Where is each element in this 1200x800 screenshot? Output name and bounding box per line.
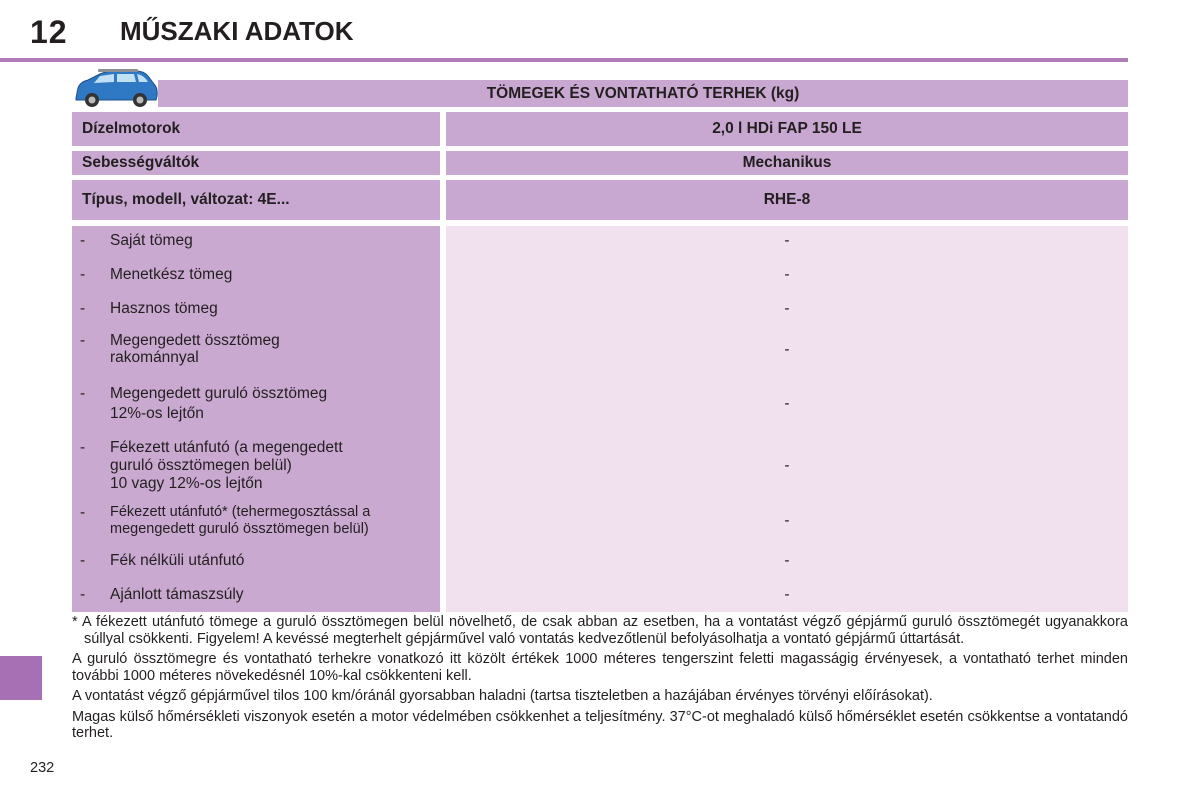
- list-dash: -: [80, 552, 86, 569]
- page-title: MŰSZAKI ADATOK: [120, 16, 354, 46]
- chapter-tab: [0, 656, 42, 700]
- engine-label: Dízelmotorok: [72, 112, 440, 146]
- car-icon: [70, 68, 160, 110]
- row-label: Hasznos tömeg: [110, 300, 218, 317]
- list-dash: -: [80, 504, 86, 521]
- row-label: Fékezett utánfutó (a megengedett guruló össztömegen belül) 10 vagy 12%-os lejtőn: [110, 439, 343, 492]
- row-value: -: [784, 232, 790, 249]
- row-value: -: [784, 552, 790, 569]
- list-dash: -: [80, 232, 86, 249]
- row-label: Megengedett össztömeg rakománnyal: [110, 332, 280, 366]
- row-value: -: [784, 512, 790, 529]
- list-dash: -: [80, 332, 86, 349]
- page-number: 232: [30, 760, 55, 776]
- list-dash: -: [80, 439, 86, 456]
- gearbox-label: Sebességváltók: [72, 151, 440, 175]
- note-paragraph: A guruló össztömegre és vontatható terhekre vonatkozó itt közölt értékek 1000 méteres tengerszint feletti magasságig érvényesek, a vontatható terhet minden további 1000 méteres növekedésnél 10%-kal csökkenteni kell.: [72, 651, 1128, 684]
- values-column: [446, 226, 1128, 612]
- footnote: * A fékezett utánfutó tömege a guruló össztömegen belül növelhető, de csak abban az esetben, ha a vontatást végző gépjármű guruló össztömegét ugyanakkora súllyal csökkenti. Figyelem! A kevéssé megterhelt gépjárművel való vontatás kedvezőtlenül befolyásolhatja a vontató gépjármű úttartását.: [72, 614, 1128, 647]
- row-label: Saját tömeg: [110, 232, 193, 249]
- row-label: Ajánlott támaszsúly: [110, 586, 244, 603]
- row-label: Fékezett utánfutó* (tehermegosztással a megengedett guruló össztömegen belül): [110, 504, 371, 537]
- engine-value: 2,0 l HDi FAP 150 LE: [446, 112, 1128, 146]
- row-value: -: [784, 266, 790, 283]
- row-label: Fék nélküli utánfutó: [110, 552, 245, 569]
- list-dash: -: [80, 300, 86, 317]
- table-title: TÖMEGEK ÉS VONTATHATÓ TERHEK (kg): [158, 80, 1128, 107]
- row-label: Megengedett guruló össztömeg 12%-os lejtőn: [110, 385, 328, 422]
- row-label: Menetkész tömeg: [110, 266, 233, 283]
- notes-section: [72, 614, 1128, 746]
- type-value: RHE-8: [446, 180, 1128, 220]
- title-rule: [0, 58, 1128, 62]
- labels-column: [72, 226, 440, 612]
- chapter-number: 12: [30, 14, 68, 50]
- note-paragraph: Magas külső hőmérsékleti viszonyok esetén a motor védelmében csökkenhet a teljesítmény. 37°C-ot meghaladó külső hőmérséklet esetén csökkentse a vontatandó terhet.: [72, 708, 1128, 741]
- row-value: -: [784, 457, 790, 474]
- list-dash: -: [80, 266, 86, 283]
- row-value: -: [784, 341, 790, 358]
- list-dash: -: [80, 385, 86, 402]
- row-value: -: [784, 300, 790, 317]
- row-value: -: [784, 586, 790, 603]
- type-label: Típus, modell, változat: 4E...: [72, 180, 440, 220]
- note-paragraph: A vontatást végző gépjárművel tilos 100 km/óránál gyorsabban haladni (tartsa tiszteletben a hazájában érvényes törvényi előírásokat).: [72, 688, 933, 704]
- list-dash: -: [80, 586, 86, 603]
- gearbox-value: Mechanikus: [446, 151, 1128, 175]
- row-value: -: [784, 395, 790, 412]
